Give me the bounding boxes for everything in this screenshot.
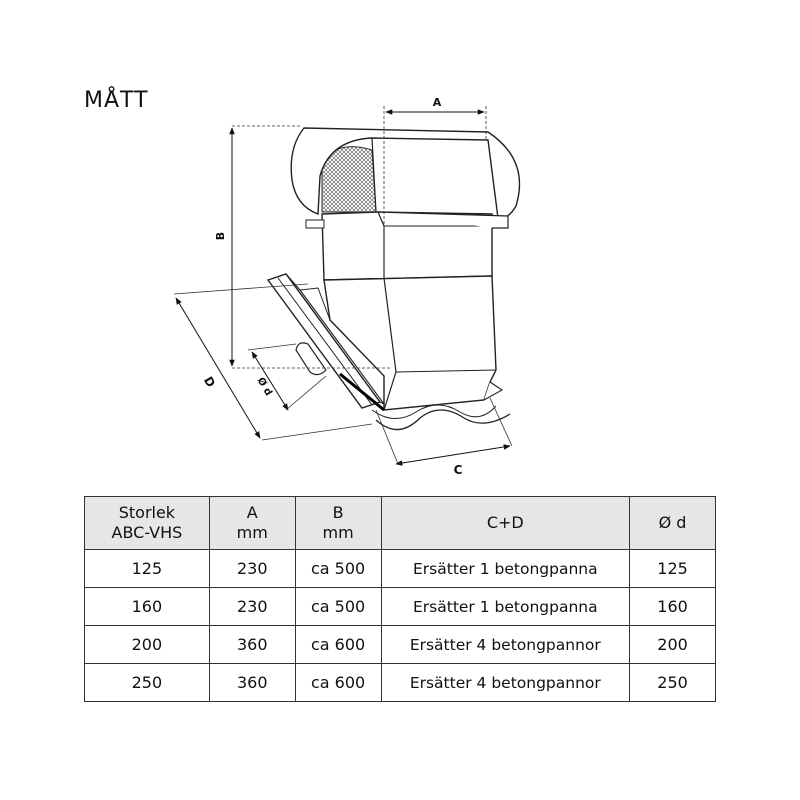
cell-a: 230 (209, 588, 295, 626)
dim-line-c (396, 446, 510, 464)
cell-size: 200 (85, 626, 210, 664)
cell-cd: Ersätter 1 betongpanna (381, 550, 630, 588)
cell-od: 125 (630, 550, 716, 588)
header-od: Ø d (630, 497, 716, 550)
cell-a: 360 (209, 664, 295, 702)
cell-b: ca 600 (295, 626, 381, 664)
dim-label-a: A (432, 96, 442, 109)
cell-od: 160 (630, 588, 716, 626)
table-header-row (85, 497, 716, 550)
table-row (85, 664, 716, 702)
header-b: B mm (295, 497, 381, 550)
cell-size: 250 (85, 664, 210, 702)
cell-cd: Ersätter 4 betongpannor (381, 626, 630, 664)
header-a: A mm (209, 497, 295, 550)
cell-size: 125 (85, 550, 210, 588)
cell-od: 200 (630, 626, 716, 664)
dim-label-b: B (214, 231, 227, 241)
dimension-table (84, 496, 716, 702)
roof-tile (376, 410, 510, 430)
cell-b: ca 600 (295, 664, 381, 702)
cell-cd: Ersätter 4 betongpannor (381, 664, 630, 702)
cell-od: 250 (630, 664, 716, 702)
cell-a: 230 (209, 550, 295, 588)
table-row (85, 626, 716, 664)
header-cd: C+D (381, 497, 630, 550)
table-row (85, 550, 716, 588)
dim-label-od: Ø d (254, 375, 274, 398)
cell-a: 360 (209, 626, 295, 664)
cell-size: 160 (85, 588, 210, 626)
cell-cd: Ersätter 1 betongpanna (381, 588, 630, 626)
table-row (85, 588, 716, 626)
header-size: Storlek ABC-VHS (85, 497, 210, 550)
dim-label-c: C (453, 463, 463, 477)
cell-b: ca 500 (295, 588, 381, 626)
cell-b: ca 500 (295, 550, 381, 588)
dim-label-d: D (200, 374, 219, 390)
page-heading: MÅTT (84, 88, 149, 113)
